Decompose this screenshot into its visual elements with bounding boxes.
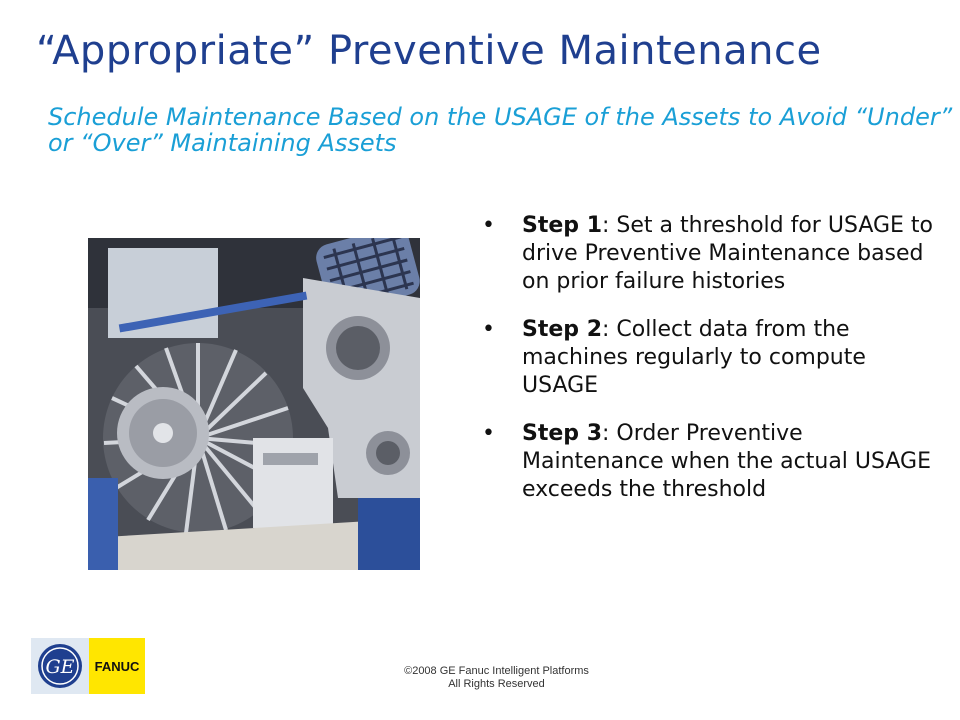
copyright-line: ©2008 GE Fanuc Intelligent Platforms xyxy=(404,665,589,677)
step-text: : Set a threshold for USAGE to drive Preventive Maintenance based on prior failure histories xyxy=(522,213,934,294)
step-text: : Collect data from the machines regularly to compute USAGE xyxy=(522,317,866,398)
step-label: Step 1 xyxy=(522,213,602,238)
printing-machine-photo-icon xyxy=(88,238,420,570)
step-label: Step 2 xyxy=(522,317,602,342)
slide-title: “Appropriate” Preventive Maintenance xyxy=(36,28,822,74)
bullet-icon: • xyxy=(482,213,495,238)
step-text: : Order Preventive Maintenance when the actual USAGE exceeds the threshold xyxy=(522,421,931,502)
steps-list xyxy=(482,212,937,524)
bullet-icon: • xyxy=(482,421,495,446)
rights-line: All Rights Reserved xyxy=(448,678,545,690)
list-item xyxy=(482,212,937,296)
machine-photo xyxy=(88,238,420,570)
list-item xyxy=(482,316,937,400)
list-item xyxy=(482,420,937,504)
fanuc-logo: FANUC xyxy=(89,638,145,694)
copyright-footer xyxy=(0,665,960,691)
step-label: Step 3 xyxy=(522,421,602,446)
slide-subtitle: Schedule Maintenance Based on the USAGE of the Assets to Avoid “Under” or “Over” Maintaining Assets xyxy=(48,103,953,157)
bullet-icon: • xyxy=(482,317,495,342)
svg-text:GE: GE xyxy=(45,656,75,678)
